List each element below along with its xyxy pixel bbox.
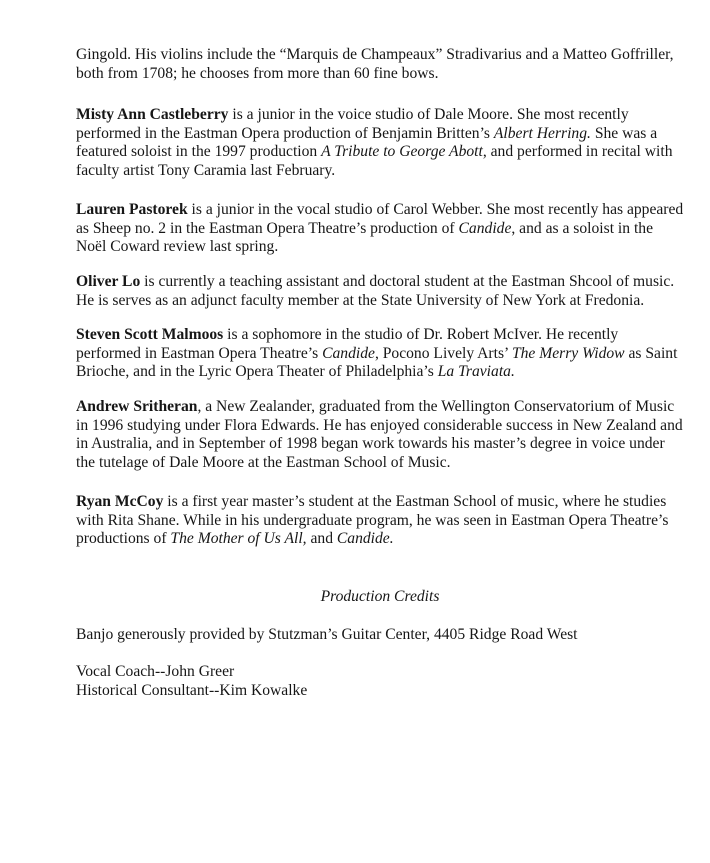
- bio-name: Andrew Sritheran: [76, 398, 198, 415]
- bio-title: A Tribute to George Abott: [321, 143, 483, 160]
- intro-line-1: Gingold. His violins include the “Marquis de Champeaux” Stradivarius and a Matteo Goffriller,: [76, 46, 674, 63]
- vocal-coach-credit: Vocal Coach--John Greer: [76, 663, 235, 680]
- bio-text: is a junior in the voice studio of Dale Moore. She most recently performed in the Eastman Opera production of Benjamin Britten’s: [76, 106, 629, 142]
- bio-text: is a sophomore in the studio of Dr. Robert McIver. He recently performed in Eastman Opera Theatre’s: [76, 326, 619, 362]
- bio-name: Steven Scott Malmoos: [76, 326, 224, 343]
- bio-sritheran: [76, 398, 686, 472]
- bio-text: and: [306, 530, 337, 547]
- bio-lo: [76, 273, 686, 310]
- bio-title: Albert Herring.: [493, 124, 591, 142]
- bio-name: Oliver Lo: [76, 273, 141, 290]
- bio-title: Candide: [322, 344, 375, 362]
- intro-paragraph: [76, 46, 686, 83]
- bio-text: , a New Zealander, graduated from the Wellington Conservatorium of Music in 1996 studying under Flora Edwards. He has enjoyed considerable success in New Zealand and in Australia, and in September of 1998 began work towards his master’s degree in voice under the tutelage of Dale Moore at the Eastman School of Music.: [76, 398, 683, 471]
- bio-text: is a first year master’s student at the Eastman School of music, where he studies with Rita Shane. While in his undergraduate program, he was seen in Eastman Opera Theatre’s productions of: [76, 493, 669, 547]
- bio-title: Candide: [458, 219, 512, 237]
- bio-castleberry: [76, 106, 686, 180]
- bio-title: The Merry Widow: [511, 344, 625, 362]
- bio-name: Misty Ann Castleberry: [76, 106, 229, 123]
- credits-list: [76, 663, 686, 700]
- bio-name: Ryan McCoy: [76, 493, 164, 510]
- credits-heading: Production Credits: [320, 588, 440, 605]
- bio-malmoos: [76, 326, 686, 382]
- bio-title: The Mother of Us All,: [170, 530, 307, 547]
- intro-line-2: both from 1708; he chooses from more than 60 fine bows.: [76, 64, 439, 82]
- bio-text: is a junior in the vocal studio of Carol Webber. She most recently has appeared as Sheep no. 2 in the Eastman Opera Theatre’s production of: [76, 201, 684, 237]
- bio-text: as Saint Brioche, and in the Lyric Opera Theater of Philadelphia’s: [76, 344, 678, 380]
- bio-mccoy: [76, 493, 686, 549]
- historical-consultant-credit: Historical Consultant--Kim Kowalke: [76, 681, 308, 699]
- bio-pastorek: [76, 201, 686, 257]
- bio-text: , and performed in recital with faculty artist Tony Caramia last February.: [76, 143, 673, 179]
- bio-text: She was a featured soloist in the 1997 production: [76, 124, 658, 160]
- banjo-credit: Banjo generously provided by Stutzman’s Guitar Center, 4405 Ridge Road West: [76, 626, 578, 643]
- bio-name: Lauren Pastorek: [76, 201, 188, 218]
- bio-title: La Traviata.: [437, 363, 515, 380]
- bio-text: is currently a teaching assistant and doctoral student at the Eastman Shcool of music. He is serves as an adjunct faculty member at the State University of New York at Fredonia.: [76, 273, 675, 309]
- bio-text: , Pocono Lively Arts’: [374, 344, 512, 362]
- bio-text: , and as a soloist in the Noël Coward review last spring.: [76, 219, 653, 255]
- bio-title: Candide.: [336, 530, 394, 547]
